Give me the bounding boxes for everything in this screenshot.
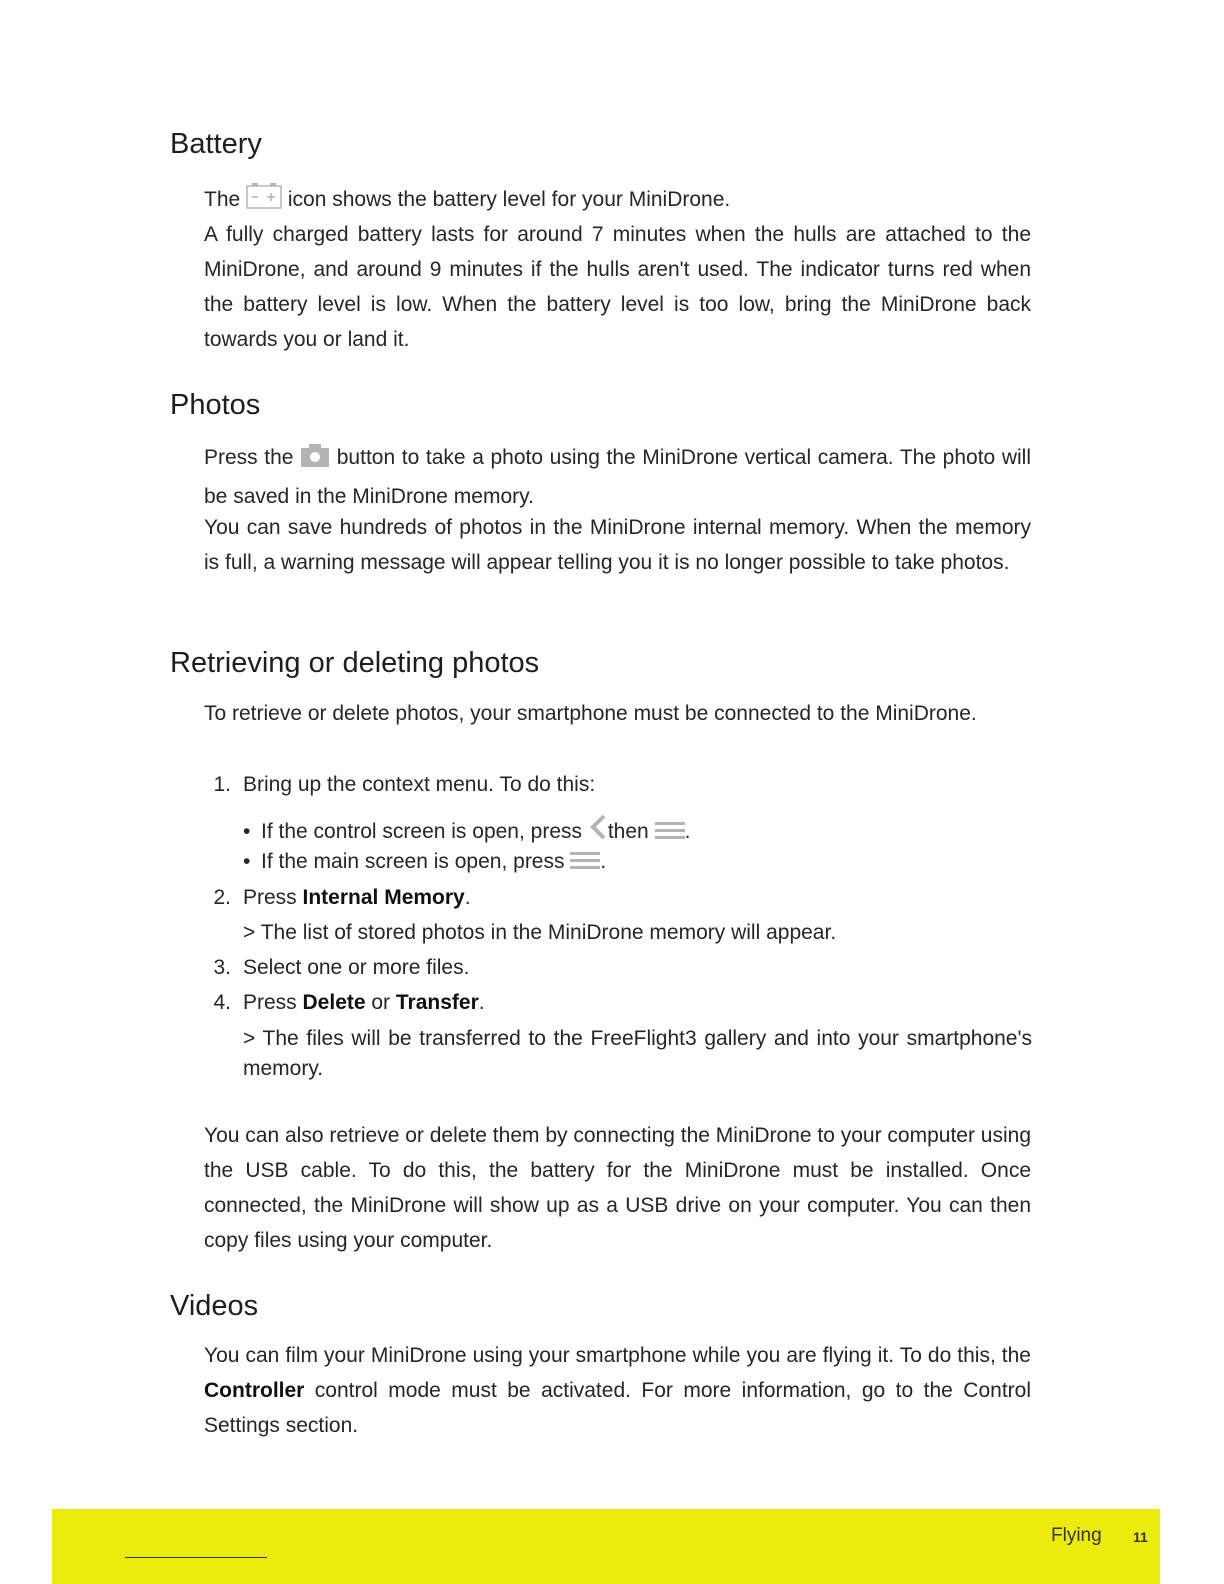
page-number: 11 bbox=[1133, 1529, 1148, 1545]
bullet-dot: • bbox=[243, 850, 251, 873]
retrieving-intro: To retrieve or delete photos, your smartphone must be connected to the MiniDrone. bbox=[204, 702, 977, 725]
battery-icon bbox=[246, 182, 282, 221]
camera-icon bbox=[300, 442, 330, 479]
bullet-dot: • bbox=[243, 820, 251, 843]
heading-photos: Photos bbox=[170, 389, 261, 421]
battery-intro: The icon shows the battery level for your MiniDrone. bbox=[204, 182, 1031, 221]
step-2-result: > The list of stored photos in the MiniDrone memory will appear. bbox=[243, 921, 837, 944]
step-2: 2. Press Internal Memory. bbox=[213, 886, 471, 909]
bullet-main-screen: • If the main screen is open, press . bbox=[243, 850, 606, 878]
photos-intro: Press the button to take a photo using the MiniDrone vertical camera. The photo will be saved in the MiniDrone memory. bbox=[204, 440, 1031, 514]
videos-paragraph: You can film your MiniDrone using your smartphone while you are flying it. To do this, the Controller control mode must be activated. For more information, go to the Control Settings section. bbox=[204, 1344, 1031, 1437]
back-chevron-icon bbox=[588, 814, 608, 848]
heading-battery: Battery bbox=[170, 128, 262, 160]
step-4: 4. Press Delete or Transfer. bbox=[213, 991, 485, 1014]
retrieving-outro: You can also retrieve or delete them by connecting the MiniDrone to your computer using the USB cable. To do this, the battery for the MiniDrone must be installed. Once connected, the MiniDrone will show up as a USB drive on your computer. You can then copy files using your computer. bbox=[204, 1124, 1031, 1252]
footer-rule bbox=[125, 1557, 267, 1558]
battery-paragraph: A fully charged battery lasts for around 7 minutes when the hulls are attached to the MiniDrone, and around 9 minutes if the hulls aren't used. The indicator turns red when the battery level is low. When the battery level is too low, bring the MiniDrone back towards you or land it. bbox=[204, 223, 1031, 351]
step-4-result: > The files will be transferred to the FreeFlight3 gallery and into your smartphone's memory. bbox=[243, 1027, 1032, 1080]
heading-videos: Videos bbox=[170, 1290, 259, 1322]
menu-icon bbox=[655, 820, 685, 848]
step-3: 3. Select one or more files. bbox=[213, 956, 470, 979]
footer-section-title: Flying bbox=[1051, 1525, 1102, 1546]
step-1: 1. Bring up the context menu. To do this: bbox=[213, 773, 596, 796]
heading-retrieving: Retrieving or deleting photos bbox=[170, 647, 540, 679]
footer-band bbox=[52, 1509, 1160, 1584]
menu-icon bbox=[570, 850, 600, 878]
bullet-control-screen: • If the control screen is open, press then . bbox=[243, 814, 690, 848]
photos-paragraph: You can save hundreds of photos in the MiniDrone internal memory. When the memory is full, a warning message will appear telling you it is no longer possible to take photos. bbox=[204, 516, 1031, 574]
